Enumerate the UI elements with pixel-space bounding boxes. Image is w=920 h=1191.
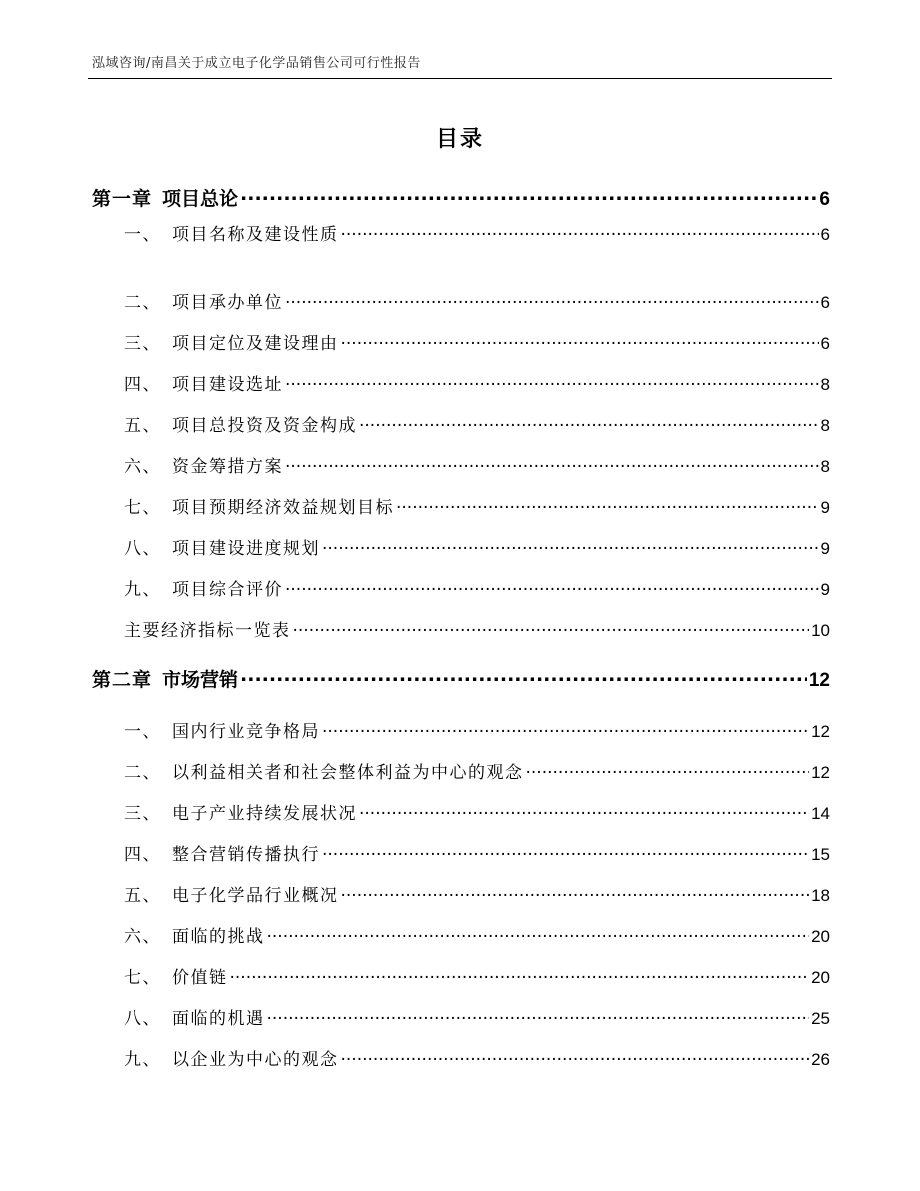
page-number: 9 (820, 498, 830, 517)
entry-label: 项目建设选址 (172, 375, 283, 395)
dot-leader (322, 720, 809, 737)
toc-entry[interactable] (124, 288, 830, 313)
entry-label: 整合营销传播执行 (172, 845, 320, 865)
dot-leader (240, 667, 807, 686)
chapter-label: 市场营销 (162, 669, 239, 691)
toc-entry[interactable] (124, 1045, 830, 1070)
entry-number: 五、 (124, 416, 161, 436)
toc-entry[interactable] (124, 922, 830, 947)
entry-number: 三、 (124, 804, 161, 824)
dot-leader (359, 802, 809, 819)
page-header: 泓域咨询/南昌关于成立电子化学品销售公司可行性报告 (92, 56, 421, 71)
entry-label: 以利益相关者和社会整体利益为中心的观念 (172, 763, 524, 783)
toc-entry[interactable] (124, 799, 830, 824)
page-number: 6 (819, 189, 830, 210)
dot-leader (285, 373, 819, 390)
page-number: 15 (811, 845, 830, 864)
page-number: 14 (811, 804, 830, 823)
dot-leader (240, 186, 817, 205)
page-number: 6 (820, 293, 830, 312)
chapter-label: 项目总论 (162, 188, 239, 210)
dot-leader (359, 414, 819, 431)
entry-number: 六、 (124, 457, 161, 477)
entry-label: 主要经济指标一览表 (124, 621, 291, 641)
entry-number: 九、 (124, 1050, 161, 1070)
entry-label: 价值链 (172, 968, 228, 988)
toc-entry[interactable] (124, 717, 830, 742)
entry-number: 一、 (124, 722, 161, 742)
page-number: 6 (820, 225, 830, 244)
toc-chapter-2[interactable] (92, 665, 830, 692)
page-number: 10 (811, 621, 830, 640)
dot-leader (267, 925, 810, 942)
toc-entry[interactable] (124, 452, 830, 477)
entry-label: 面临的挑战 (172, 927, 265, 947)
page-number: 12 (808, 670, 830, 691)
entry-number: 九、 (124, 580, 161, 600)
entry-number: 一、 (124, 225, 161, 245)
entry-label: 项目综合评价 (172, 580, 283, 600)
toc-entry[interactable] (124, 1004, 830, 1029)
page-number: 8 (820, 375, 830, 394)
toc-entry[interactable] (124, 840, 830, 865)
entry-label: 电子化学品行业概况 (172, 886, 339, 906)
entry-label: 项目总投资及资金构成 (172, 416, 357, 436)
entry-label: 资金筹措方案 (172, 457, 283, 477)
dot-leader (285, 455, 819, 472)
page-number: 20 (811, 927, 830, 946)
dot-leader (267, 1007, 810, 1024)
entry-number: 八、 (124, 539, 161, 559)
entry-label: 项目建设进度规划 (172, 539, 320, 559)
page-number: 9 (820, 580, 830, 599)
dot-leader (341, 884, 810, 901)
dot-leader (396, 496, 819, 513)
entry-number: 七、 (124, 498, 161, 518)
dot-leader (322, 537, 819, 554)
toc-entry[interactable] (124, 220, 830, 245)
entry-number: 四、 (124, 375, 161, 395)
page-number: 25 (811, 1009, 830, 1028)
entry-label: 以企业为中心的观念 (172, 1050, 339, 1070)
page-number: 6 (820, 334, 830, 353)
entry-number: 八、 (124, 1009, 161, 1029)
toc-entry[interactable] (124, 411, 830, 436)
page-number: 8 (820, 416, 830, 435)
entry-number: 七、 (124, 968, 161, 988)
page-number: 20 (811, 968, 830, 987)
entry-label: 项目定位及建设理由 (172, 334, 339, 354)
toc-entry[interactable] (124, 881, 830, 906)
header-divider (88, 78, 832, 79)
dot-leader (341, 223, 819, 240)
entry-number: 四、 (124, 845, 161, 865)
page-number: 12 (811, 722, 830, 741)
page-number: 8 (820, 457, 830, 476)
page-number: 18 (811, 886, 830, 905)
dot-leader (285, 578, 819, 595)
dot-leader (230, 966, 810, 983)
entry-number: 二、 (124, 293, 161, 313)
toc-entry[interactable] (124, 575, 830, 600)
entry-number: 五、 (124, 886, 161, 906)
chapter-number: 第一章 (92, 188, 153, 210)
toc-entry[interactable] (124, 758, 830, 783)
entry-number: 二、 (124, 763, 161, 783)
toc-entry[interactable] (124, 534, 830, 559)
dot-leader (341, 1048, 810, 1065)
page-number: 9 (820, 539, 830, 558)
toc-chapter-1[interactable] (92, 184, 830, 211)
chapter-number: 第二章 (92, 669, 153, 691)
dot-leader (322, 843, 809, 860)
page-number: 12 (811, 763, 830, 782)
entry-label: 面临的机遇 (172, 1009, 265, 1029)
entry-label: 项目预期经济效益规划目标 (172, 498, 394, 518)
toc-entry[interactable] (124, 493, 830, 518)
page-number: 26 (811, 1050, 830, 1069)
toc-entry[interactable] (124, 370, 830, 395)
entry-label: 电子产业持续发展状况 (172, 804, 357, 824)
dot-leader (285, 291, 819, 308)
toc-title: 目录 (435, 127, 484, 152)
toc-entry-table[interactable] (124, 616, 830, 641)
entry-label: 国内行业竞争格局 (172, 722, 320, 742)
entry-number: 三、 (124, 334, 161, 354)
entry-label: 项目承办单位 (172, 293, 283, 313)
entry-number: 六、 (124, 927, 161, 947)
dot-leader (341, 332, 819, 349)
dot-leader (293, 619, 810, 636)
dot-leader (526, 761, 810, 778)
entry-label: 项目名称及建设性质 (172, 225, 339, 245)
toc-entry[interactable] (124, 963, 830, 988)
toc-entry[interactable] (124, 329, 830, 354)
